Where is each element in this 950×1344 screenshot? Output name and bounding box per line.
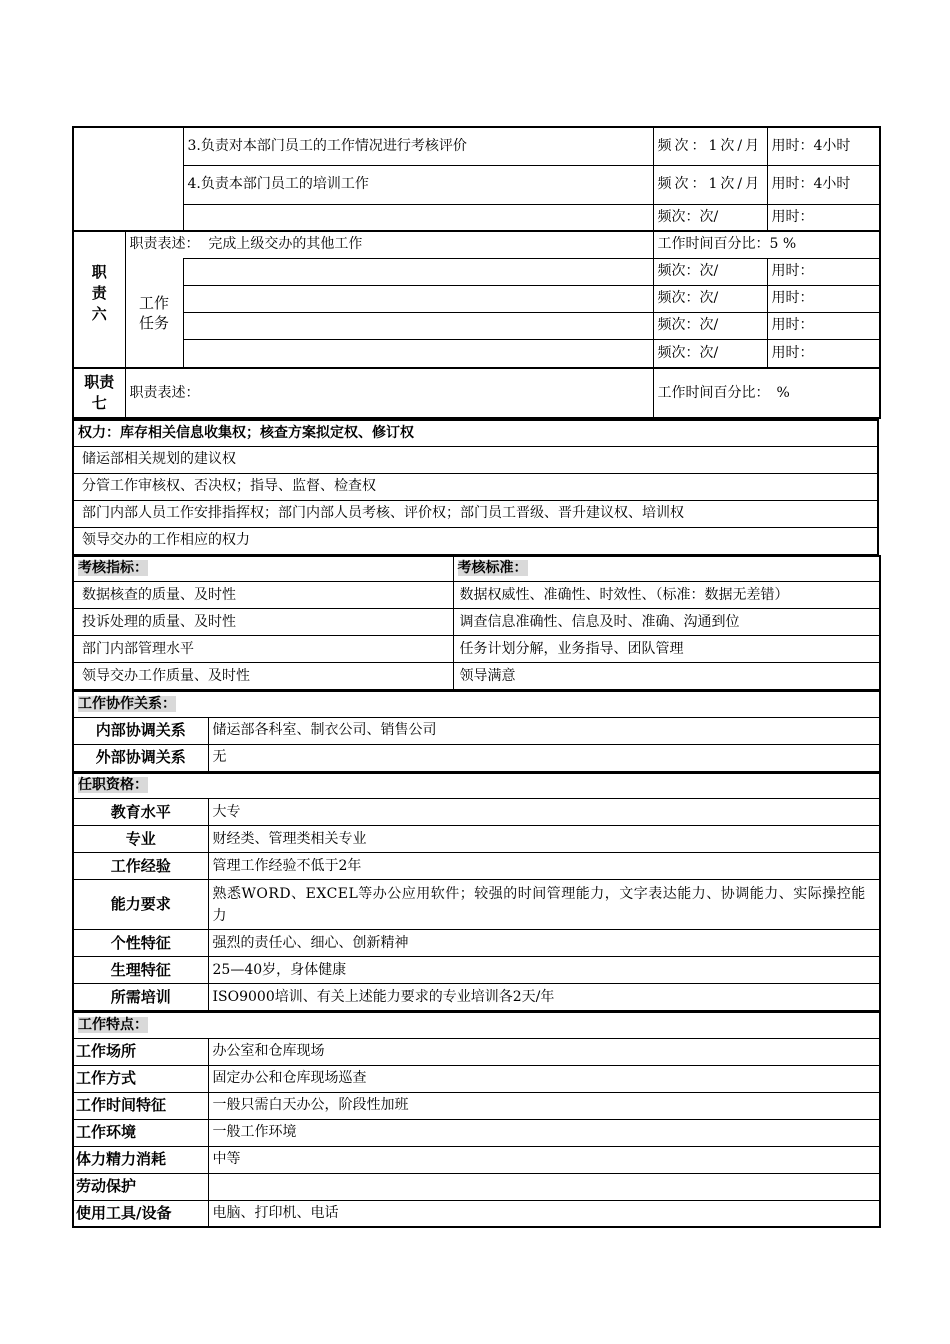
features-value: 电脑、打印机、电话 xyxy=(208,1200,880,1227)
assessment-standard-header: 考核标准： xyxy=(457,560,528,577)
assessment-indicator: 数据核查的质量、及时性 xyxy=(73,582,453,609)
duty5-task-row xyxy=(73,165,880,204)
cooperation-header-cell xyxy=(73,691,880,717)
duty5-task-time: 用时：4小时 xyxy=(767,165,880,204)
qualification-row xyxy=(73,826,880,853)
qualification-row xyxy=(73,853,880,880)
qualification-table xyxy=(72,772,881,1012)
duty6-desc-row xyxy=(73,231,880,258)
qualification-value: 25—40岁，身体健康 xyxy=(208,957,880,984)
duty7-percent: 工作时间百分比： % xyxy=(653,368,880,418)
qualification-row xyxy=(73,984,880,1011)
duty5-task-frequency: 频次：1次/月 xyxy=(653,127,767,165)
features-label: 工作方式 xyxy=(73,1065,208,1092)
features-row xyxy=(73,1065,880,1092)
features-row xyxy=(73,1119,880,1146)
authority-item xyxy=(73,473,878,500)
duty7-row xyxy=(73,368,880,418)
features-label: 体力精力消耗 xyxy=(73,1146,208,1173)
duty6-task-frequency: 频次：次/ xyxy=(653,312,767,339)
authority-item xyxy=(73,500,878,527)
duty7-desc-label: 职责表述： xyxy=(125,368,653,418)
features-value: 办公室和仓库现场 xyxy=(208,1038,880,1065)
duty6-task-time: 用时： xyxy=(767,285,880,312)
cooperation-label: 内部协调关系 xyxy=(73,717,208,744)
authority-item xyxy=(73,446,878,473)
qualification-value: 财经类、管理类相关专业 xyxy=(208,826,880,853)
duty5-blank-cell xyxy=(73,127,183,231)
features-table xyxy=(72,1011,881,1228)
features-label: 工作环境 xyxy=(73,1119,208,1146)
assessment-indicator-header-cell xyxy=(73,556,453,582)
qualification-value: 强烈的责任心、细心、创新精神 xyxy=(208,930,880,957)
cooperation-label: 外部协调关系 xyxy=(73,744,208,771)
authority-item xyxy=(73,527,878,554)
duty6-task-row xyxy=(73,339,880,368)
features-value xyxy=(208,1173,880,1200)
assessment-standard-header-cell xyxy=(453,556,880,582)
duty5-task-frequency: 频次：1次/月 xyxy=(653,165,767,204)
duty6-desc-cell xyxy=(125,231,653,258)
duties-table xyxy=(72,126,881,419)
features-label: 使用工具/设备 xyxy=(73,1200,208,1227)
qualification-row xyxy=(73,930,880,957)
assessment-standard: 任务计划分解，业务指导、团队管理 xyxy=(453,636,880,663)
duty6-task-label xyxy=(125,258,183,368)
qualification-label: 能力要求 xyxy=(73,880,208,930)
duty6-task-row xyxy=(73,285,880,312)
duty5-task-time: 用时： xyxy=(767,204,880,231)
cooperation-value: 储运部各科室、制衣公司、销售公司 xyxy=(208,717,880,744)
authority-header: 权力：库存相关信息收集权；核查方案拟定权、修订权 xyxy=(73,420,878,446)
qualification-header-row xyxy=(73,773,880,799)
duty6-task-time: 用时： xyxy=(767,258,880,285)
features-row xyxy=(73,1038,880,1065)
qualification-label: 教育水平 xyxy=(73,799,208,826)
qualification-label: 工作经验 xyxy=(73,853,208,880)
qualification-value: ISO9000培训、有关上述能力要求的专业培训各2天/年 xyxy=(208,984,880,1011)
assessment-indicator-header: 考核指标： xyxy=(78,560,148,577)
features-header-cell xyxy=(73,1012,880,1038)
duty6-task-text xyxy=(183,339,653,368)
assessment-indicator: 部门内部管理水平 xyxy=(73,636,453,663)
assessment-standard: 调查信息准确性、信息及时、准确、沟通到位 xyxy=(453,609,880,636)
duty6-percent: 工作时间百分比：5 % xyxy=(653,231,880,258)
duty5-task-row xyxy=(73,204,880,231)
qualification-label: 专业 xyxy=(73,826,208,853)
duty7-label-text: 职责七 xyxy=(84,373,115,412)
cooperation-value: 无 xyxy=(208,744,880,771)
authority-item-text: 储运部相关规划的建议权 xyxy=(73,446,878,473)
cooperation-row xyxy=(73,717,880,744)
features-row xyxy=(73,1146,880,1173)
features-row xyxy=(73,1092,880,1119)
duty5-task-text: 4.负责本部门员工的培训工作 xyxy=(183,165,653,204)
duty6-desc-text: 完成上级交办的其他工作 xyxy=(208,236,363,253)
qualification-value: 大专 xyxy=(208,799,880,826)
features-label: 工作场所 xyxy=(73,1038,208,1065)
duty6-task-row xyxy=(73,312,880,339)
assessment-row xyxy=(73,636,880,663)
qualification-row xyxy=(73,880,880,930)
features-value: 中等 xyxy=(208,1146,880,1173)
assessment-indicator: 领导交办工作质量、及时性 xyxy=(73,663,453,690)
duty6-label-text: 职责六 xyxy=(91,263,107,323)
cooperation-row xyxy=(73,744,880,771)
authority-item-text: 部门内部人员工作安排指挥权；部门内部人员考核、评价权；部门员工晋级、晋升建议权、培训权 xyxy=(73,500,878,527)
duty6-task-frequency: 频次：次/ xyxy=(653,258,767,285)
features-value: 一般工作环境 xyxy=(208,1119,880,1146)
authority-table xyxy=(72,419,879,555)
duty6-task-frequency: 频次：次/ xyxy=(653,285,767,312)
assessment-header-row xyxy=(73,556,880,582)
authority-item-text: 分管工作审核权、否决权；指导、监督、检查权 xyxy=(73,473,878,500)
duty5-task-text xyxy=(183,204,653,231)
cooperation-header: 工作协作关系： xyxy=(78,695,176,712)
duty5-task-time: 用时：4小时 xyxy=(767,127,880,165)
qualification-value: 熟悉WORD、EXCEL等办公应用软件；较强的时间管理能力，文字表达能力、协调能力、实际操控能力 xyxy=(208,880,880,930)
duty5-task-row xyxy=(73,127,880,165)
duty5-task-frequency: 频次：次/ xyxy=(653,204,767,231)
duty6-label xyxy=(73,231,125,368)
features-row xyxy=(73,1173,880,1200)
qualification-label: 所需培训 xyxy=(73,984,208,1011)
qualification-label: 个性特征 xyxy=(73,930,208,957)
cooperation-header-row xyxy=(73,691,880,717)
features-header: 工作特点： xyxy=(78,1016,148,1033)
qualification-value: 管理工作经验不低于2年 xyxy=(208,853,880,880)
duty6-task-label-text: 工作任务 xyxy=(138,293,169,332)
duty6-task-time: 用时： xyxy=(767,312,880,339)
assessment-row xyxy=(73,582,880,609)
duty7-label xyxy=(73,368,125,418)
features-label: 劳动保护 xyxy=(73,1173,208,1200)
qualification-header: 任职资格： xyxy=(78,777,148,794)
qualification-row xyxy=(73,957,880,984)
duty6-desc-label: 职责表述： xyxy=(129,236,200,253)
features-value: 固定办公和仓库现场巡查 xyxy=(208,1065,880,1092)
duty6-task-text xyxy=(183,285,653,312)
duty6-task-frequency: 频次：次/ xyxy=(653,339,767,368)
assessment-standard: 数据权威性、准确性、时效性、（标准：数据无差错） xyxy=(453,582,880,609)
assessment-row xyxy=(73,663,880,690)
features-header-row xyxy=(73,1012,880,1038)
duty5-task-text: 3.负责对本部门员工的工作情况进行考核评价 xyxy=(183,127,653,165)
features-value: 一般只需白天办公，阶段性加班 xyxy=(208,1092,880,1119)
duty6-task-row xyxy=(73,258,880,285)
features-row xyxy=(73,1200,880,1227)
qualification-row xyxy=(73,799,880,826)
qualification-label: 生理特征 xyxy=(73,957,208,984)
authority-item-text: 领导交办的工作相应的权力 xyxy=(73,527,878,554)
assessment-table xyxy=(72,555,881,691)
qualification-header-cell xyxy=(73,773,880,799)
features-label: 工作时间特征 xyxy=(73,1092,208,1119)
assessment-indicator: 投诉处理的质量、及时性 xyxy=(73,609,453,636)
cooperation-table xyxy=(72,690,881,772)
job-description-page xyxy=(72,126,879,1228)
assessment-row xyxy=(73,609,880,636)
duty6-task-text xyxy=(183,258,653,285)
duty6-task-time: 用时： xyxy=(767,339,880,368)
duty6-task-text xyxy=(183,312,653,339)
authority-header-row xyxy=(73,420,878,446)
assessment-standard: 领导满意 xyxy=(453,663,880,690)
